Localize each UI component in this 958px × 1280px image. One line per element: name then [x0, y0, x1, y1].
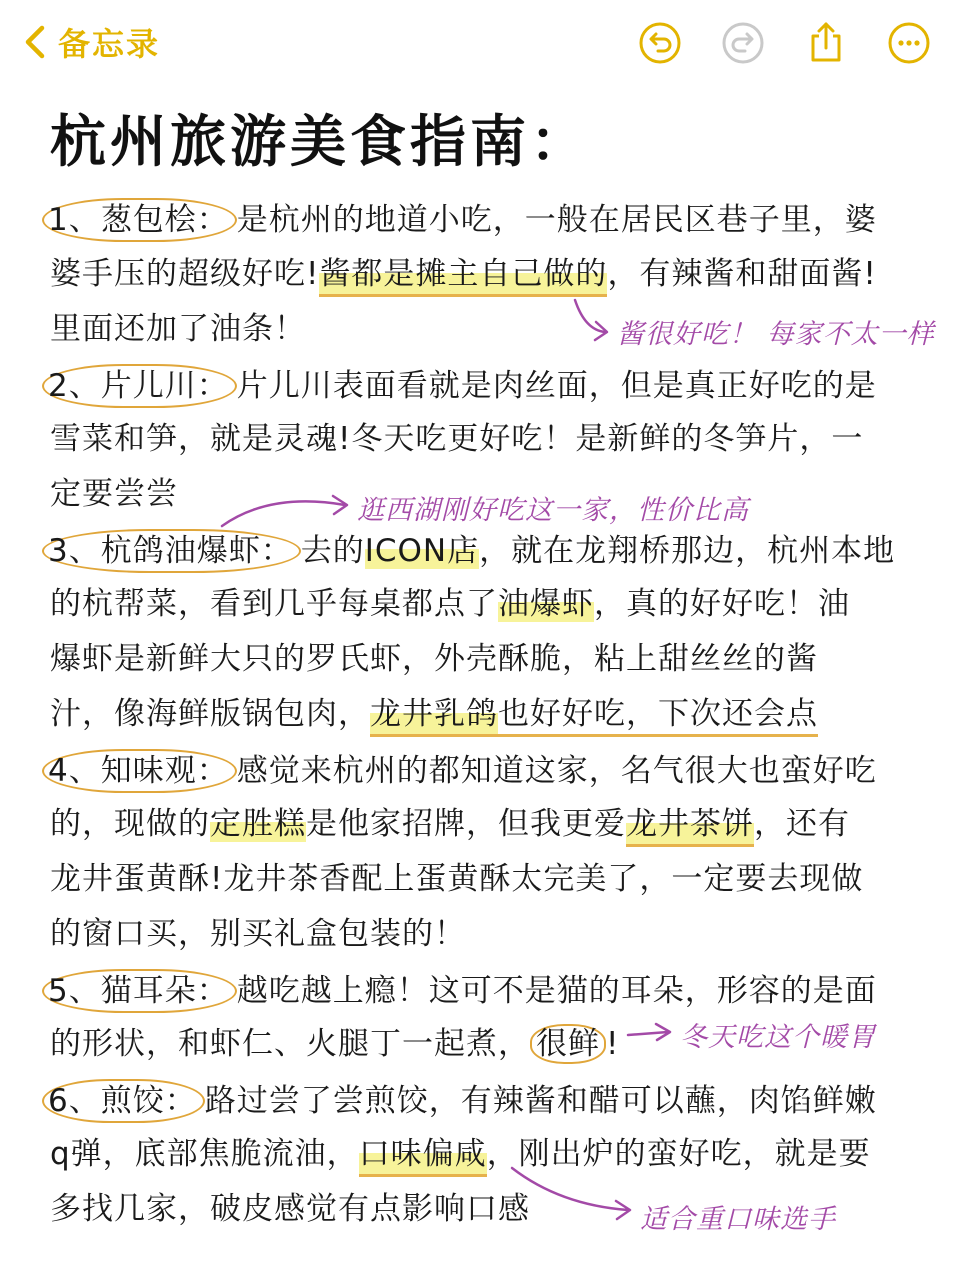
item-6-line-3: 多找几家，破皮感觉有点影响口感	[50, 1191, 530, 1227]
page-title: 杭州旅游美食指南：	[50, 110, 590, 175]
arrow-head-icon	[333, 496, 347, 514]
item-4-line-4: 的窗口买，别买礼盒包装的！	[50, 916, 466, 952]
item-6-handwritten-note: 适合重口味选手	[640, 1204, 836, 1235]
item-2-tag: 2、片儿川：	[42, 364, 237, 408]
arrow-icon	[575, 300, 605, 332]
arrow-head-icon	[656, 1024, 670, 1040]
item-3-line-3: 爆虾是新鲜大只的罗氏虾，外壳酥脆，粘上甜丝丝的酱	[50, 641, 818, 677]
more-icon	[886, 20, 932, 66]
item-4-highlight-cake: 定胜糕	[210, 806, 306, 842]
item-5-highlight-fresh: 很鲜	[530, 1024, 606, 1064]
share-icon	[803, 20, 849, 66]
item-1-line-1: 1、葱包桧： 是杭州的地道小吃，一般在居民区巷子里，婆	[50, 198, 877, 242]
item-3-highlight-icon-store: ICON店	[364, 533, 480, 569]
item-2-line-1: 2、片儿川： 片儿川表面看就是肉丝面，但是真正好吃的是	[50, 364, 877, 408]
share-button[interactable]	[803, 20, 849, 66]
item-3-line-4: 汁，像海鲜版锅包肉，龙井乳鸽也好好吃，下次还会点	[50, 694, 818, 734]
item-6-highlight-salty: 口味偏咸	[359, 1136, 487, 1177]
undo-icon	[637, 20, 683, 66]
item-2-line-2: 雪菜和笋，就是灵魂!冬天吃更好吃！是新鲜的冬笋片，一	[50, 421, 864, 457]
more-button[interactable]	[886, 20, 932, 66]
item-4-line-1: 4、知味观： 感觉来杭州的都知道这家，名气很大也蛮好吃	[50, 749, 877, 793]
back-label: 备忘录	[58, 25, 161, 63]
item-3-line-1: 3、杭鸽油爆虾： 去的ICON店，就在龙翔桥那边，杭州本地	[50, 529, 895, 573]
back-button[interactable]	[22, 20, 160, 64]
item-2-handwritten-note: 逛西湖刚好吃这一家，性价比高	[357, 495, 749, 526]
undo-button[interactable]	[637, 20, 683, 66]
item-6-line-2: q弹，底部焦脆流油，口味偏咸，刚出炉的蛮好吃，就是要	[50, 1134, 871, 1174]
item-3-highlight-shrimp: 油爆虾	[498, 586, 594, 622]
item-1-highlight: 酱都是摊主自己做的	[319, 256, 607, 297]
arrow-head-icon	[616, 1201, 630, 1219]
item-3-highlight-pigeon: 龙井乳鸽	[370, 696, 498, 737]
item-5-tag: 5、猫耳朵：	[42, 969, 237, 1013]
arrow-head-icon	[595, 322, 607, 340]
item-5-line-2: 的形状，和虾仁、火腿丁一起煮， 很鲜 !	[50, 1026, 620, 1062]
item-1-handwritten-note: 酱很好吃！ 每家不太一样	[617, 319, 935, 350]
item-1-line-3: 里面还加了油条！	[50, 311, 306, 347]
item-1-line-2: 婆手压的超级好吃!酱都是摊主自己做的，有辣酱和甜面酱!	[50, 254, 877, 294]
item-3-tag: 3、杭鸽油爆虾：	[42, 529, 301, 573]
redo-icon	[720, 20, 766, 66]
item-5-handwritten-note: 冬天吃这个暖胃	[680, 1022, 876, 1053]
item-1-tag: 1、葱包桧：	[42, 198, 237, 242]
item-5-line-1: 5、猫耳朵： 越吃越上瘾！这可不是猫的耳朵，形容的是面	[50, 969, 877, 1013]
item-4-line-3: 龙井蛋黄酥!龙井茶香配上蛋黄酥太完美了，一定要去现做	[50, 861, 864, 897]
item-6-tag: 6、煎饺：	[42, 1079, 205, 1123]
redo-button[interactable]	[720, 20, 766, 66]
item-4-tag: 4、知味观：	[42, 749, 237, 793]
arrow-icon	[628, 1032, 668, 1035]
item-4-line-2: 的，现做的定胜糕是他家招牌，但我更爱龙井茶饼，还有	[50, 804, 850, 844]
toolbar	[0, 0, 958, 90]
arrow-icon	[222, 501, 345, 526]
item-3-line-2: 的杭帮菜，看到几乎每桌都点了油爆虾，真的好好吃！油	[50, 586, 850, 622]
item-2-line-3: 定要尝尝	[50, 476, 178, 512]
item-4-highlight-tea-cake: 龙井茶饼	[626, 806, 754, 847]
item-6-line-1: 6、煎饺： 路过尝了尝煎饺，有辣酱和醋可以蘸，肉馅鲜嫩	[50, 1079, 877, 1123]
chevron-left-icon	[22, 24, 48, 60]
